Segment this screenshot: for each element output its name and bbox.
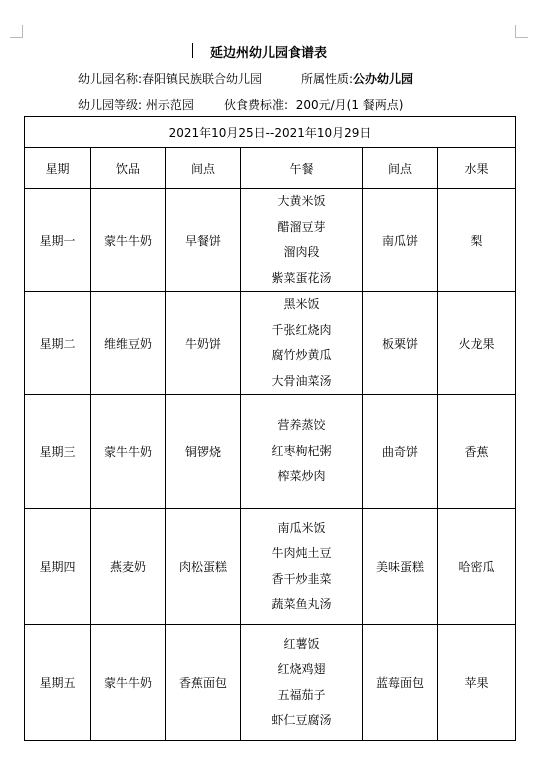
snack1-cell: 铜锣烧	[166, 395, 241, 509]
weekday-cell: 星期一	[25, 189, 91, 292]
kindergarten-name-line	[78, 70, 262, 87]
snack2-cell: 板栗饼	[363, 292, 438, 395]
lunch-item: 五福茄子	[277, 687, 326, 702]
page-corner-mark-left	[10, 25, 23, 38]
lunch-cell	[241, 509, 363, 625]
table-row	[25, 292, 516, 395]
lunch-item: 黑米饭	[283, 297, 320, 311]
drink-cell: 蒙牛牛奶	[91, 625, 166, 741]
lunch-item: 大骨油菜汤	[271, 373, 332, 388]
table-header-row	[25, 148, 516, 189]
date-range-cell: 2021年10月25日--2021年10月29日	[25, 117, 516, 148]
drink-cell: 燕麦奶	[91, 509, 166, 625]
lunch-item: 溜肉段	[283, 245, 320, 259]
lunch-item: 虾仁豆腐汤	[271, 713, 332, 727]
lunch-item: 醋溜豆芽	[277, 219, 326, 234]
kindergarten-level-value: 州示范园	[145, 98, 194, 112]
lunch-item: 南瓜米饭	[277, 520, 326, 535]
header-drink: 饮品	[91, 148, 166, 189]
snack2-cell: 蓝莓面包	[363, 625, 438, 741]
snack1-cell: 香蕉面包	[166, 625, 241, 741]
snack1-cell: 牛奶饼	[166, 292, 241, 395]
weekday-cell: 星期五	[25, 625, 91, 741]
table-row	[25, 395, 516, 509]
lunch-item: 大黄米饭	[277, 194, 326, 208]
lunch-item: 红薯饭	[283, 636, 320, 651]
weekday-cell: 星期四	[25, 509, 91, 625]
weekday-cell: 星期三	[25, 395, 91, 509]
lunch-cell	[241, 189, 363, 292]
drink-cell: 维维豆奶	[91, 292, 166, 395]
header-weekday: 星期	[25, 148, 91, 189]
kindergarten-type-value: 公办幼儿园	[353, 72, 414, 86]
lunch-item: 香干炒韭菜	[271, 571, 332, 586]
fruit-cell: 哈密瓜	[438, 509, 516, 625]
date-range-row	[25, 117, 516, 148]
meal-fee-label: 伙食费标准:	[224, 98, 289, 112]
table-row	[25, 625, 516, 741]
drink-cell: 蒙牛牛奶	[91, 189, 166, 292]
header-snack-afternoon: 间点	[363, 148, 438, 189]
kindergarten-type-label: 所属性质:	[301, 72, 354, 86]
menu-table	[24, 116, 516, 741]
meal-fee-line	[224, 96, 403, 113]
fruit-cell: 火龙果	[438, 292, 516, 395]
kindergarten-name-value: 春阳镇民族联合幼儿园	[142, 72, 263, 86]
fruit-cell: 梨	[438, 189, 516, 292]
lunch-item: 腐竹炒黄瓜	[271, 348, 332, 362]
weekday-cell: 星期二	[25, 292, 91, 395]
header-snack-morning: 间点	[166, 148, 241, 189]
lunch-item: 紫菜蛋花汤	[271, 270, 332, 285]
kindergarten-level-label: 幼儿园等级:	[78, 98, 143, 112]
lunch-item: 千张红烧肉	[271, 322, 332, 337]
lunch-cell	[241, 625, 363, 741]
kindergarten-type-line	[301, 70, 413, 87]
header-fruit: 水果	[438, 148, 516, 189]
snack2-cell: 美味蛋糕	[363, 509, 438, 625]
header-lunch: 午餐	[241, 148, 363, 189]
drink-cell: 蒙牛牛奶	[91, 395, 166, 509]
snack2-cell: 南瓜饼	[363, 189, 438, 292]
table-row	[25, 509, 516, 625]
document-title[interactable]: 延边州幼儿园食谱表	[209, 46, 327, 61]
table-row	[25, 189, 516, 292]
page-corner-mark-right	[515, 25, 528, 38]
snack2-cell: 曲奇饼	[363, 395, 438, 509]
lunch-cell	[241, 292, 363, 395]
lunch-item: 榨菜炒肉	[277, 469, 326, 484]
snack1-cell: 肉松蛋糕	[166, 509, 241, 625]
kindergarten-name-label: 幼儿园名称:	[78, 72, 143, 86]
meal-fee-value: 200元/月(1 餐两点)	[295, 98, 404, 112]
fruit-cell: 香蕉	[438, 395, 516, 509]
lunch-item: 红烧鸡翅	[277, 662, 326, 676]
lunch-item: 牛肉炖土豆	[271, 546, 332, 560]
snack1-cell: 早餐饼	[166, 189, 241, 292]
lunch-item: 营养蒸饺	[277, 418, 326, 433]
lunch-item: 红枣枸杞粥	[271, 443, 332, 458]
fruit-cell: 苹果	[438, 625, 516, 741]
lunch-cell	[241, 395, 363, 509]
kindergarten-level-line	[78, 96, 194, 113]
lunch-item: 蔬菜鱼丸汤	[271, 597, 332, 611]
